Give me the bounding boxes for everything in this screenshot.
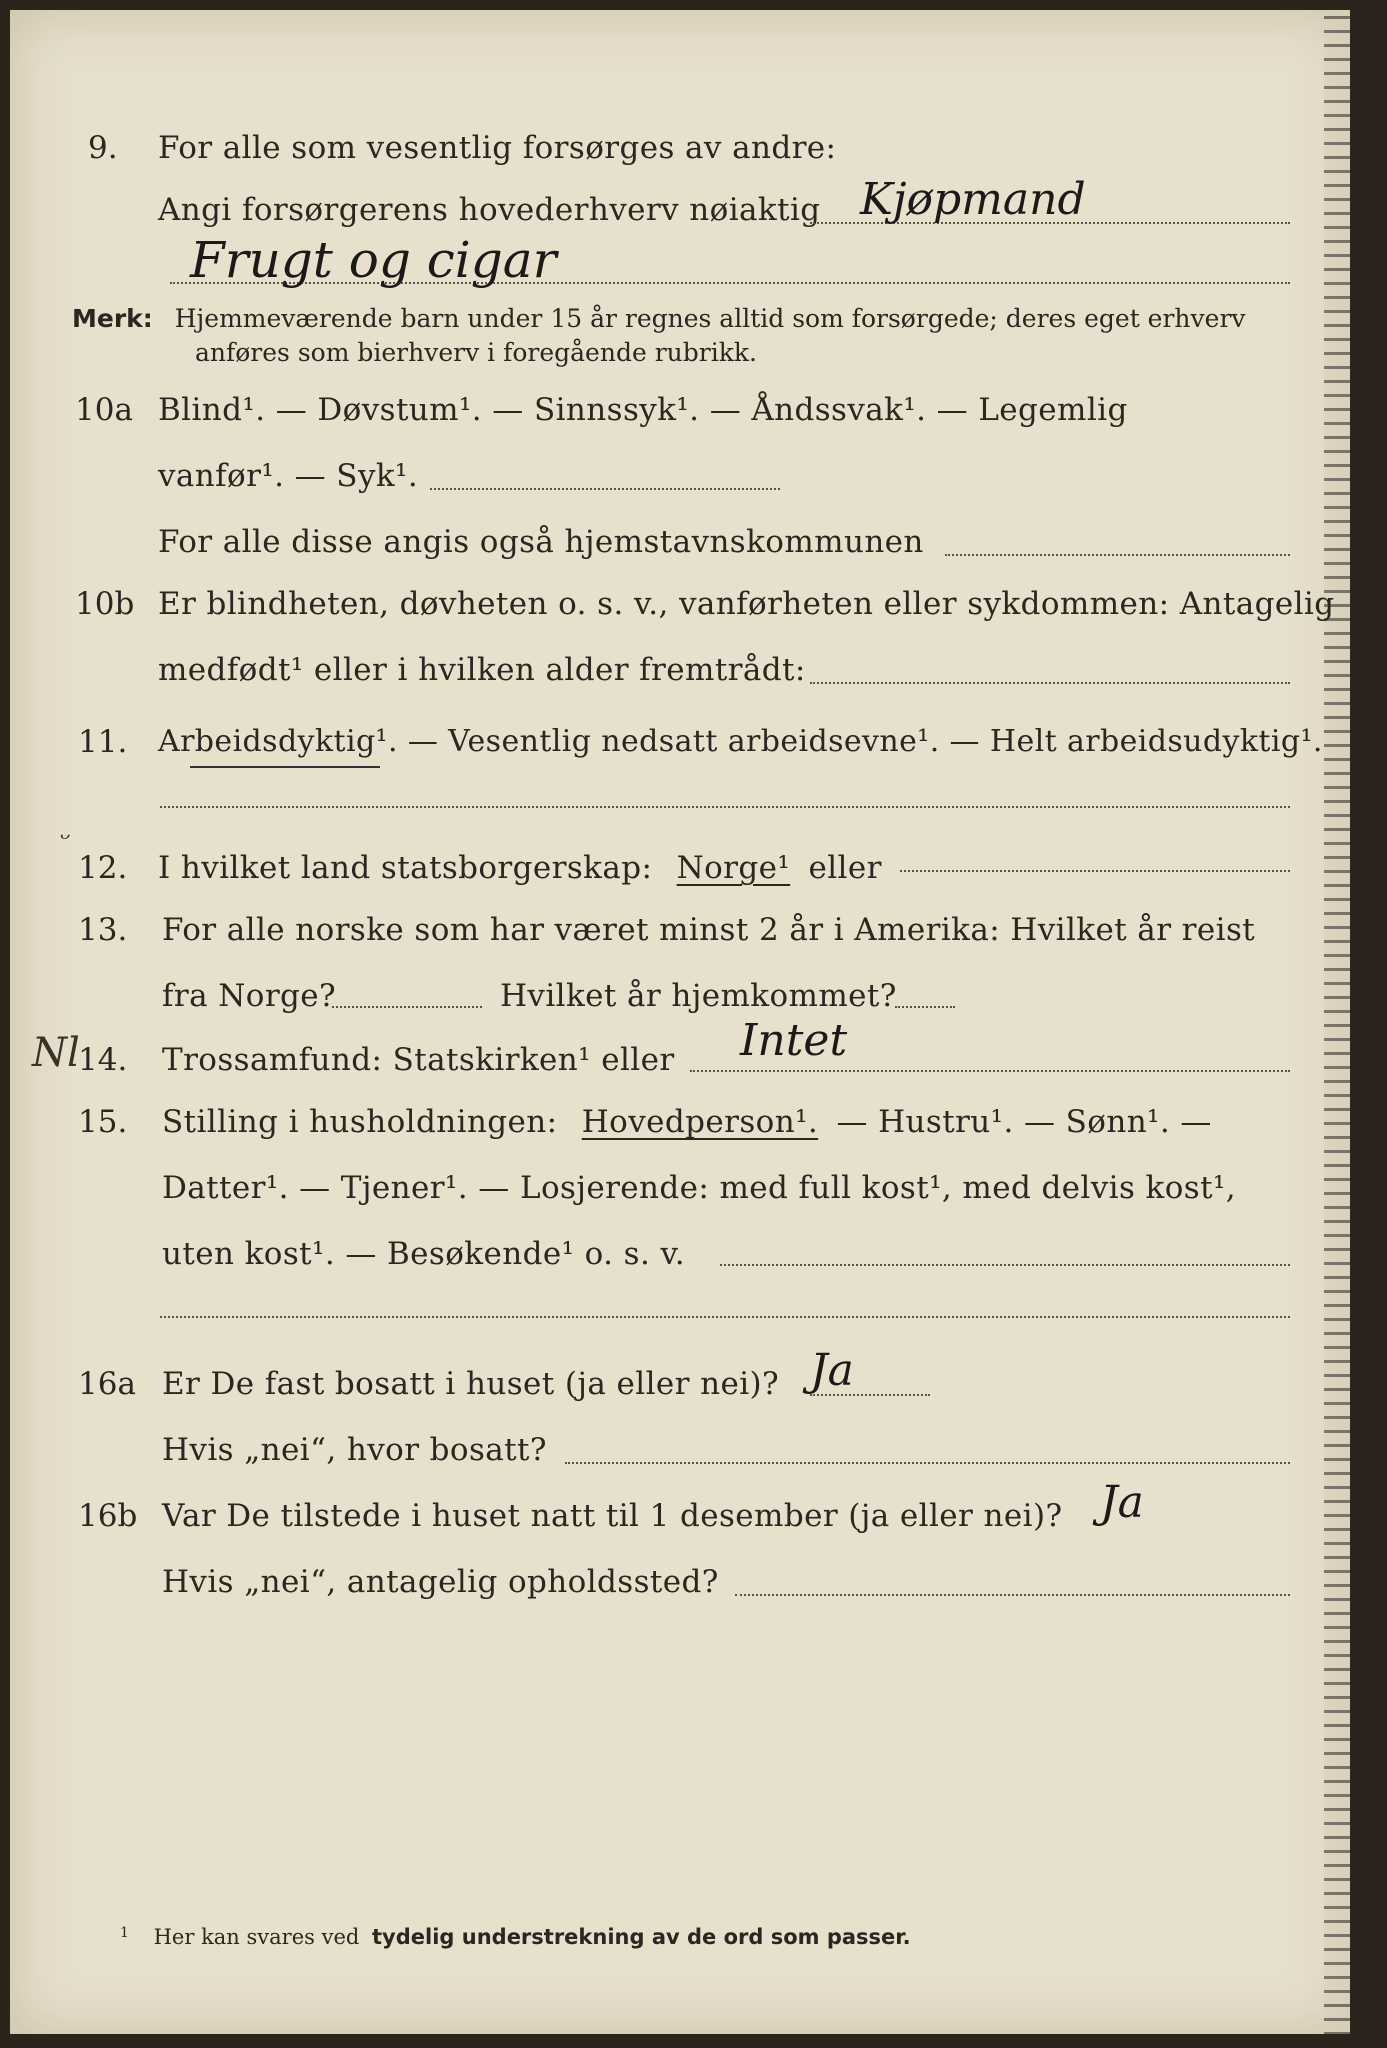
q15-line1a: Stilling i husholdningen:	[162, 1104, 558, 1140]
q14-answer: Intet	[740, 1015, 848, 1066]
q9-number: 9.	[88, 130, 118, 166]
q12-norge: Norge¹	[676, 850, 791, 886]
q15-number: 15.	[78, 1104, 128, 1140]
q9-line1: For alle som vesentlig forsørges av andre:	[158, 130, 837, 166]
q14-answer-line	[690, 1070, 1290, 1072]
q10b-line2: medfødt¹ eller i hvilken alder fremtrådt:	[158, 652, 806, 688]
torn-edge	[1324, 10, 1350, 2034]
q9-line2: Angi forsørgerens hovederhverv nøiaktig	[158, 192, 821, 228]
q15-line1	[162, 1102, 1212, 1142]
q15-hovedperson: Hovedperson¹.	[581, 1104, 819, 1140]
q12-line	[158, 848, 882, 888]
q10a-answer-line	[430, 488, 780, 490]
q11-underline	[190, 766, 380, 768]
q9-answer-occupation: Kjøpmand	[860, 174, 1086, 225]
q10a-line2: vanfør¹. — Syk¹.	[158, 458, 419, 494]
q15-answer-line2	[160, 1316, 1290, 1318]
q13-line2a: fra Norge?	[162, 978, 337, 1014]
q16a-line1: Er De fast bosatt i huset (ja eller nei)?	[162, 1366, 780, 1402]
q9-answer-detail: Frugt og cigar	[190, 231, 557, 289]
q16a-number: 16a	[78, 1366, 136, 1402]
q13-year-left-line	[332, 1006, 482, 1008]
merk-line2: anføres som bierhverv i foregående rubrikk.	[195, 338, 757, 367]
q16b-line1: Var De tilstede i huset natt til 1 desember (ja eller nei)?	[162, 1498, 1063, 1534]
q11-answer-line	[160, 806, 1290, 808]
margin-mark: Nl	[32, 1030, 80, 1076]
q10a-line1: Blind¹. — Døvstum¹. — Sinnssyk¹. — Åndssvak¹. — Legemlig	[158, 392, 1128, 428]
q16b-answer: Ja	[1100, 1477, 1144, 1528]
footnote-text-b: tydelig understrekning av de ord som passer.	[372, 1925, 911, 1949]
q16b-line2: Hvis „nei“, antagelig opholdssted?	[162, 1564, 719, 1600]
q11-line1: Arbeidsdyktig¹. — Vesentlig nedsatt arbeidsevne¹. — Helt arbeidsudyktig¹.	[158, 724, 1323, 759]
check-mark: ᵕ	[60, 822, 71, 855]
q14-number: 14.	[78, 1042, 128, 1078]
merk-label: Merk:	[72, 304, 153, 333]
footnote	[120, 1925, 911, 1949]
q15-answer-line	[720, 1264, 1290, 1266]
q14-text: Trossamfund: Statskirken¹ eller	[162, 1042, 675, 1078]
q12-eller: eller	[808, 850, 882, 886]
q10b-number: 10b	[75, 586, 135, 622]
q16a-answer: Ja	[810, 1345, 854, 1396]
q13-number: 13.	[78, 912, 128, 948]
q16a-line2: Hvis „nei“, hvor bosatt?	[162, 1432, 547, 1468]
footnote-text-a: Her kan svares ved	[153, 1925, 360, 1949]
form-page	[10, 10, 1350, 2034]
merk-line1: Hjemmeværende barn under 15 år regnes alltid som forsørgede; deres eget erhverv	[174, 304, 1246, 333]
q16b-number: 16b	[78, 1498, 138, 1534]
q13-year-back-line	[895, 1006, 955, 1008]
q12-answer-line	[900, 870, 1290, 872]
q15-line1b: — Hustru¹. — Sønn¹. —	[836, 1104, 1212, 1140]
q15-line3: uten kost¹. — Besøkende¹ o. s. v.	[162, 1236, 685, 1272]
q16a-place-line	[565, 1462, 1290, 1464]
footnote-mark: 1	[120, 1925, 129, 1941]
q10b-line1: Er blindheten, døvheten o. s. v., vanførheten eller sykdommen: Antagelig	[158, 586, 1335, 622]
q13-line2b: Hvilket år hjemkommet?	[500, 978, 897, 1014]
q10a-number: 10a	[75, 392, 133, 428]
q15-line2: Datter¹. — Tjener¹. — Losjerende: med full kost¹, med delvis kost¹,	[162, 1170, 1237, 1206]
q10a-home-line	[945, 554, 1290, 556]
merk-note	[72, 303, 1246, 335]
q12-number: 12.	[78, 850, 128, 886]
q10b-answer-line	[810, 682, 1290, 684]
q13-line1: For alle norske som har været minst 2 år i Amerika: Hvilket år reist	[162, 912, 1256, 948]
q12-text: I hvilket land statsborgerskap:	[158, 850, 653, 886]
q16b-place-line	[735, 1594, 1290, 1596]
q10a-line3: For alle disse angis også hjemstavnskommunen	[158, 524, 924, 560]
q11-number: 11.	[78, 724, 128, 760]
